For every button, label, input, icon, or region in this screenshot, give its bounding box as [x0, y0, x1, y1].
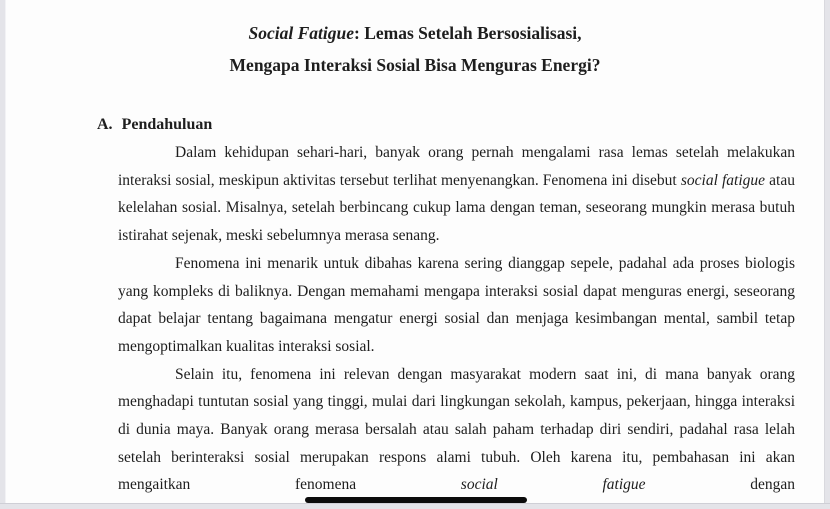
- title-line-2: Mengapa Interaksi Sosial Bisa Menguras Energi?: [229, 55, 601, 75]
- title-line-1: Social Fatigue: Lemas Setelah Bersosialisasi,: [248, 23, 582, 43]
- paragraph-introduction-3: Selain itu, fenomena ini relevan dengan masyarakat modern saat ini, di mana banyak orang menghadapi tuntutan sosial yang tinggi, mulai dari lingkungan sekolah, kampus, pekerjaan, hingga interaksi di dunia maya. Banyak orang merasa bersalah atau salah paham terhadap diri sendiri, padahal rasa lelah setelah berinteraksi sosial merupakan respons alami tubuh. Oleh karena itu, pembahasan ini akan mengaitkan fenomena social fatigue dengan: [118, 365, 796, 494]
- section-label: A.: [97, 116, 113, 133]
- page-edge-bottom: [0, 503, 830, 509]
- document-title: [5, 17, 825, 81]
- section-heading: [97, 111, 825, 139]
- paragraph-introduction-2: Fenomena ini menarik untuk dibahas karena sering dianggap sepele, padahal ada proses biologis yang kompleks di baliknya. Dengan memahami mengapa interaksi sosial dapat menguras energi, seseorang dapat belajar tentang bagaimana mengatur energi sosial dan menjaga kesimbangan mental, sambil tetap mengoptimalkan kualitas interaksi sosial.: [118, 254, 795, 355]
- home-indicator-bar[interactable]: [305, 497, 527, 503]
- page-edge-left: [0, 0, 6, 509]
- section-title: Pendahuluan: [121, 116, 213, 133]
- page-edge-right: [824, 0, 830, 509]
- document-page: [5, 0, 825, 504]
- paragraph-introduction-1: Dalam kehidupan sehari-hari, banyak orang pernah mengalami rasa lemas setelah melakukan interaksi sosial, meskipun aktivitas tersebut terlihat menyenangkan. Fenomena ini disebut social fatigue atau kelelahan sosial. Misalnya, setelah berbincang cukup lama dengan teman, seseorang mungkin merasa butuh istirahat sejenak, meski sebelumnya merasa senang.: [118, 144, 795, 245]
